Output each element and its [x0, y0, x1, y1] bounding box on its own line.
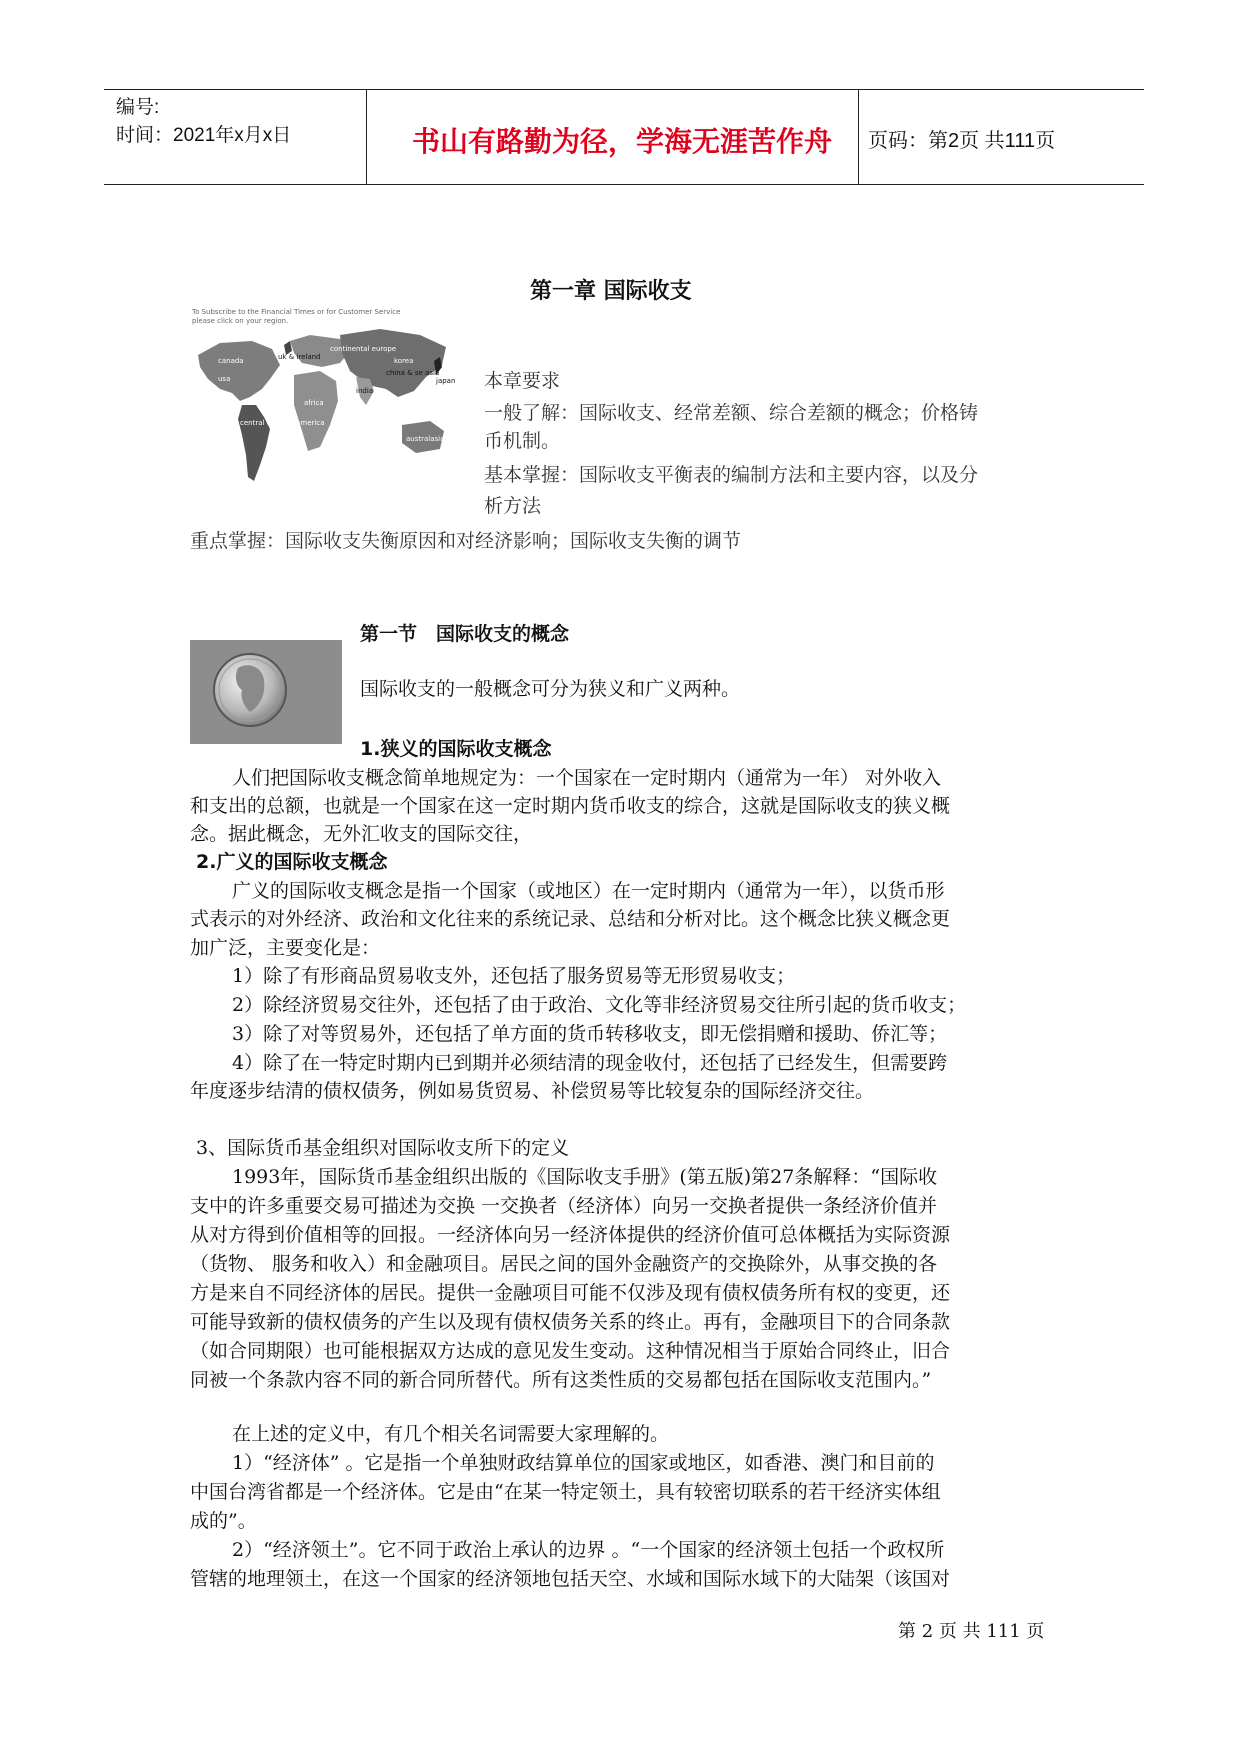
header-meta	[116, 94, 291, 150]
svg-text:central & south america: central & south america	[240, 419, 325, 427]
paragraph-line: 年度逐步结清的债权债务，例如易货贸易、补偿贸易等比较复杂的国际经济交往。	[190, 1080, 875, 1102]
requirements-line: 重点掌握：国际收支失衡原因和对经济影响；国际收支失衡的调节	[190, 530, 742, 552]
map-subscribe-line2: please click on your region.	[192, 317, 289, 325]
paragraph-line: 3）除了对等贸易外，还包括了单方面的货币转移收支，即无偿捐赠和援助、侨汇等；	[232, 1023, 948, 1045]
paragraph-line: 2）“经济领土”。它不同于政治上承认的边界 。“一个国家的经济领土包括一个政权所	[232, 1539, 945, 1561]
subsection-title: 2.广义的国际收支概念	[196, 851, 388, 873]
header-divider	[366, 90, 367, 184]
paragraph-line: 可能导致新的债权债务的产生以及现有债权债务关系的终止。再有，金融项目下的合同条款	[190, 1311, 951, 1333]
paragraph-line: 成的”。	[190, 1510, 257, 1532]
paragraph-line: 2）除经济贸易交往外，还包括了由于政治、文化等非经济贸易交往所引起的货币收支；	[232, 994, 967, 1016]
requirements-heading: 本章要求	[484, 370, 561, 392]
paragraph-line: 在上述的定义中，有几个相关名词需要大家理解的。	[232, 1423, 670, 1445]
requirements-line: 一般了解：国际收支、经常差额、综合差额的概念；价格铸	[484, 402, 979, 424]
paragraph-line: 从对方得到价值相等的回报。一经济体向另一经济体提供的经济价值可总体概括为实际资源	[190, 1224, 951, 1246]
coin-image	[190, 640, 342, 744]
world-map-image	[190, 305, 460, 505]
svg-text:australasia: australasia	[406, 435, 445, 443]
paragraph-line: 4）除了在一特定时期内已到期并必须结清的现金收付，还包括了已经发生，但需要跨	[232, 1052, 948, 1074]
paragraph-line: 同被一个条款内容不同的新合同所替代。所有这类性质的交易都包括在国际收支范围内。”	[190, 1369, 932, 1391]
paragraph-line: 1）“经济体” 。它是指一个单独财政结算单位的国家或地区，如香港、澳门和目前的	[232, 1452, 935, 1474]
map-subscribe-line1: To Subscribe to the Financial Times or for Customer Service	[192, 308, 401, 316]
paragraph-line: 中国台湾省都是一个经济体。它是由“在某一特定领土，具有较密切联系的若干经济实体组	[190, 1481, 941, 1503]
svg-text:korea: korea	[394, 357, 414, 365]
paragraph-line: 管辖的地理领土，在这一个国家的经济领地包括天空、水域和国际水域下的大陆架（该国对	[190, 1568, 951, 1590]
number-label: 编号:	[116, 97, 160, 118]
paragraph-line: 念。据此概念，无外汇收支的国际交往，	[190, 823, 533, 845]
svg-text:japan: japan	[436, 377, 456, 385]
paragraph-line: 加广泛，主要变化是：	[190, 937, 381, 959]
paragraph-line: 和支出的总额，也就是一个国家在这一定时期内货币收支的综合，这就是国际收支的狭义概	[190, 795, 951, 817]
svg-text:usa: usa	[218, 375, 231, 383]
section-title: 第一节 国际收支的概念	[360, 623, 570, 645]
svg-text:canada: canada	[218, 357, 244, 365]
subsection-title: 1.狭义的国际收支概念	[360, 738, 552, 760]
header-motto: 书山有路勤为径，学海无涯苦作舟	[411, 125, 832, 158]
requirements-line: 析方法	[484, 495, 542, 517]
paragraph-line: 支中的许多重要交易可描述为交换 一交换者（经济体）向另一交换者提供一条经济价值并	[190, 1195, 938, 1217]
paragraph-line: （如合同期限）也可能根据双方达成的意见发生变动。这种情况相当于原始合同终止，旧合	[190, 1340, 951, 1362]
page-header	[104, 89, 1144, 185]
svg-text:africa: africa	[304, 399, 324, 407]
paragraph-line: 广义的国际收支概念是指一个国家（或地区）在一定时期内（通常为一年），以货币形	[232, 880, 945, 902]
paragraph-line: 式表示的对外经济、政治和文化往来的系统记录、总结和分析对比。这个概念比狭义概念更	[190, 908, 951, 930]
paragraph-line: 1）除了有形商品贸易收支外，还包括了服务贸易等无形贸易收支；	[232, 965, 796, 987]
header-page-info: 页码：第2页 共111页	[868, 130, 1056, 152]
svg-text:continental europe: continental europe	[330, 345, 397, 353]
paragraph-line: 1993年，国际货币基金组织出版的《国际收支手册》(第五版)第27条解释：“国际收	[232, 1166, 938, 1188]
svg-text:china & se asia: china & se asia	[386, 369, 440, 377]
svg-text:india: india	[356, 387, 374, 395]
subsection-title: 3、国际货币基金组织对国际收支所下的定义	[196, 1137, 570, 1159]
chapter-title: 第一章 国际收支	[530, 279, 692, 304]
time-label: 时间：2021年x月x日	[116, 125, 292, 146]
requirements-line: 币机制。	[484, 430, 561, 452]
svg-text:uk & ireland: uk & ireland	[278, 353, 321, 361]
section-intro: 国际收支的一般概念可分为狭义和广义两种。	[360, 678, 741, 700]
paragraph-line: 方是来自不同经济体的居民。提供一金融项目可能不仅涉及现有债权债务所有权的变更，还	[190, 1282, 951, 1304]
header-divider	[858, 90, 859, 184]
requirements-line: 基本掌握：国际收支平衡表的编制方法和主要内容，以及分	[484, 464, 979, 486]
page-footer: 第 2 页 共 111 页	[898, 1621, 1045, 1642]
paragraph-line: （货物、 服务和收入）和金融项目。居民之间的国外金融资产的交换除外，从事交换的各	[190, 1253, 938, 1275]
paragraph-line: 人们把国际收支概念简单地规定为：一个国家在一定时期内（通常为一年） 对外收入	[232, 767, 942, 789]
